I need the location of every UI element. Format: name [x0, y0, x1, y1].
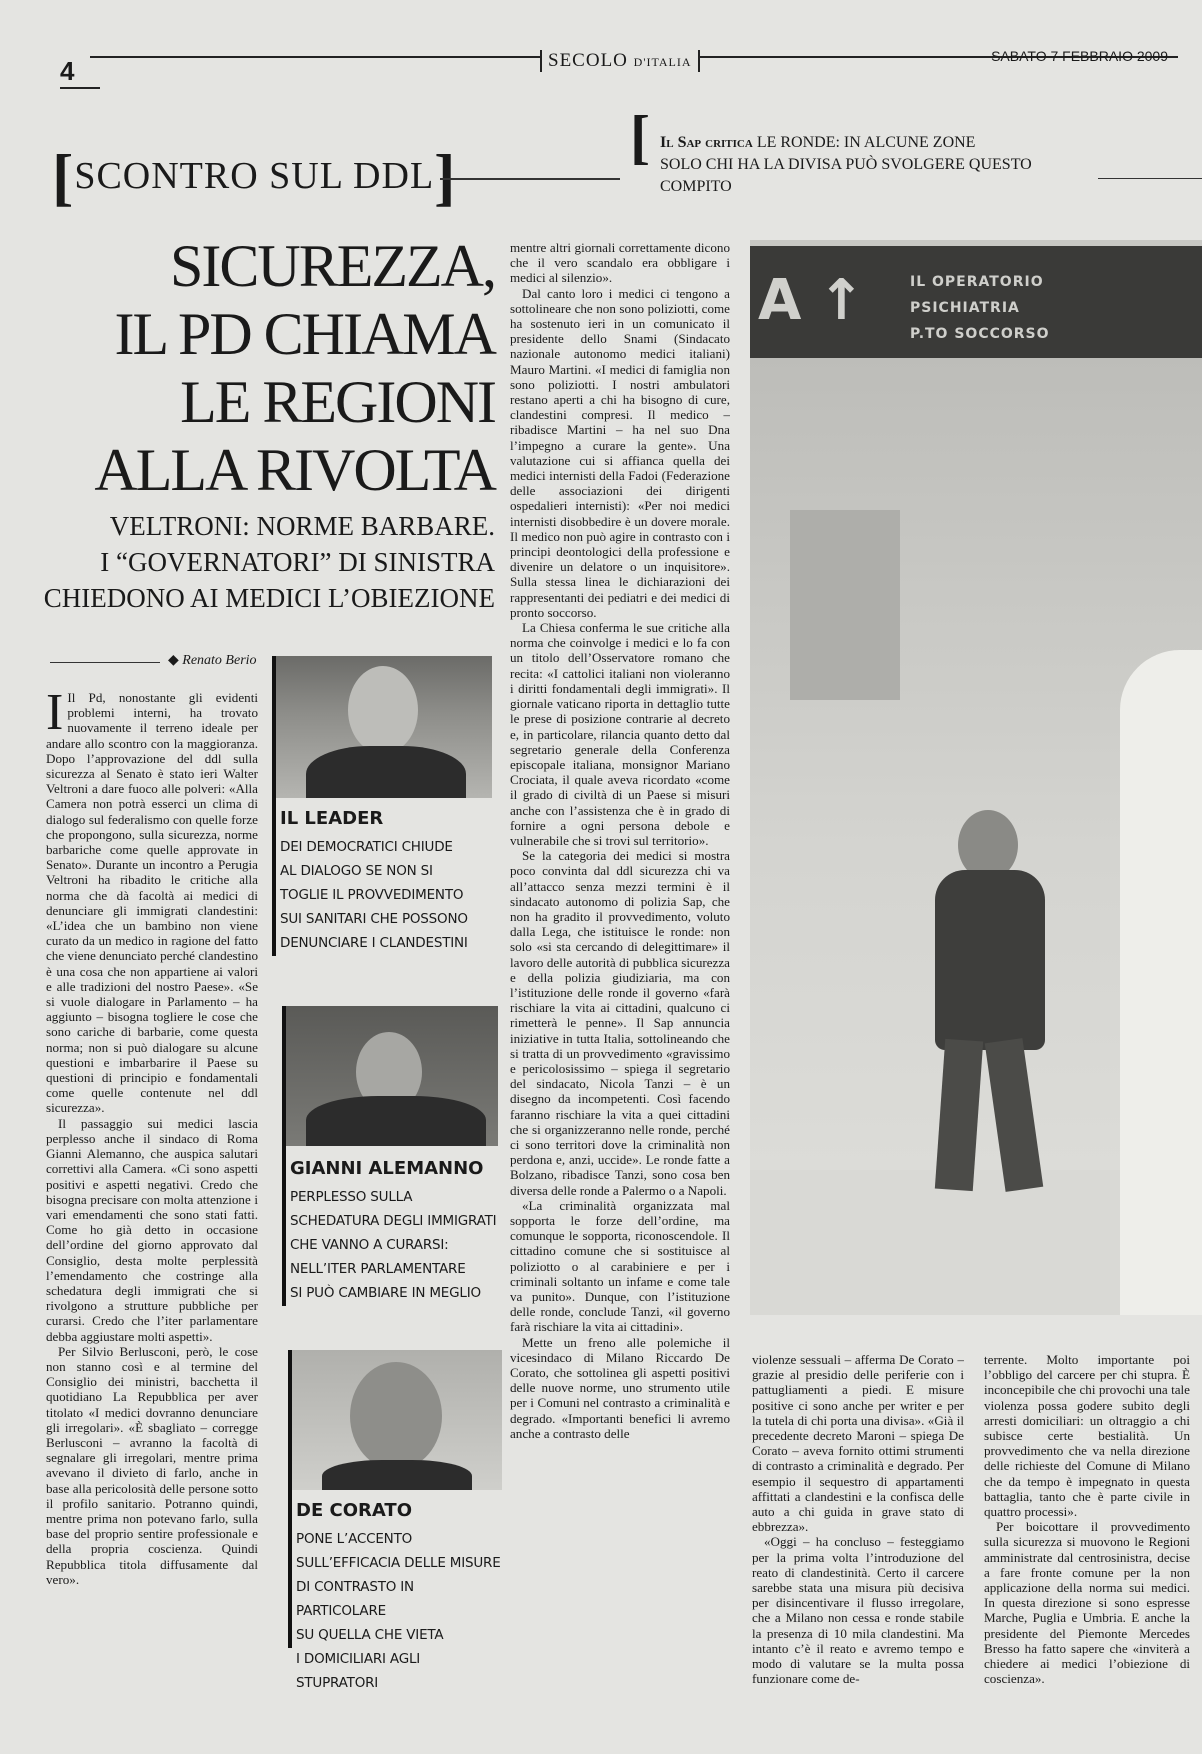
paragraph: terrente. Molto importante poi l’obbligo del carcere per chi stupra. È inconcepibile che chi provochi una tale violenza possa godere subito degli arresti domiciliari: un oltraggio a chi subisce certe bestialità. Un provvedimento che va nella direzione delle richieste del Comune di Milano che da tempo è impegnato in questa battaglia, tanto che è parte civile in quattro processi». — [984, 1352, 1190, 1520]
arrow-up-icon: ↑ — [818, 268, 865, 333]
paragraph: Il Pd, nonostante gli evidenti problemi interni, ha trovato nuovamente il terreno ideale per andare allo scontro con la maggioranza. Dopo l’approvazione del ddl sulla sicurezza al Senato è stato ieri Walter Veltroni a dare fuoco alle polveri: «Alla Camera non potrà esserci un clima di dialogo sul federalismo con quelle forze che propongono, sulla sicurezza, norme barbariche come quelle approvate in Senato». Durante un incontro a Perugia Veltroni ha ribadito le critiche alla norma che dà facoltà ai medici di denunciare gli immigrati clandestini: «L’idea che un bambino non viene curato da un medico in ragione del fatto che viene denunciato perché clandestino è una cosa che non appartiene ai valori e alle tradizioni del nostro Paese». «Se si vuole dialogare in Parlamento – ha aggiunto – bisogna togliere le cose che sono cariche di barbarie, come questa norma; non si può dialogare su alcune questioni e imbarbarire il Paese su questioni di principio e fondamentali come quelle contenute nel ddl sicurezza». — [46, 690, 258, 1116]
paragraph: «La criminalità organizzata mal sopporta le forze dell’ordine, ma comunque le sopporta, riconoscendole. Il cittadino comune che si sostituisce al poliziotto o al carabiniere e per i criminali soltanto un infame e come tale va punito». Dunque, con l’istituzione delle ronde, conclude Tanzi, «il governo farà rischiare la vita ai cittadini». — [510, 1197, 730, 1335]
subheadline — [40, 508, 495, 616]
drop-cap: I — [46, 690, 64, 741]
page-number: 4 — [60, 56, 100, 89]
sign-letter: A — [758, 268, 802, 333]
caption-line: DEI DEMOCRATICI CHIUDE — [280, 839, 453, 855]
caption-line: CHE VANNO A CURARSI: — [290, 1237, 449, 1253]
caption-line: PERPLESSO SULLA — [290, 1189, 413, 1205]
kicker-rule — [1098, 178, 1202, 179]
subhead-line: I “GOVERNATORI” DI SINISTRA — [100, 547, 495, 577]
subhead-line: VELTRONI: NORME BARBARE. — [109, 511, 495, 541]
issue-date: SABATO 7 FEBBRAIO 2009 — [991, 48, 1168, 64]
sign-line: IL OPERATORIO — [910, 274, 1044, 290]
paragraph: «Oggi – ha concluso – festeggiamo per la prima volta l’introduzione del reato di clandestinità. Certo il carcere sarebbe stata una misura più decisiva per disincentivare il flusso irregolare, che a Milano non cessa e ronde stabile la presenza di 10 mila clandestini. Ma intanto c’è il reato e avremo tempo e modo di valutare se la multa possa funzionare come de- — [752, 1534, 964, 1687]
paragraph: Dal canto loro i medici ci tengono a sottolineare che non sono poliziotti, come ha sostenuto ieri in un comunicato il presidente dello Snami (Sindacato nazionale autonomo medici italiani) Mauro Martini. «I medici di famiglia non sono poliziotti. I nostri ambulatori restano aperti a chi ha bisogno di cure, clandestini compresi. Il medico – ribadisce Martini – ha nel suo Dna l’impegno a curare la gente». Una valutazione cui si affianca quella dei medici internisti della Fadoi (Federazione delle associazioni dei dirigenti ospedalieri internisti): «Per noi medici internisti disobbedire è un dovere morale. Il medico non può agire in contrasto con i principi deontologici della professione e divenire un delatore o un inquisitore». Sulla stessa linea le dichiarazioni dei rappresentanti dei pediatri e dei medici di pronto soccorso. — [510, 285, 730, 620]
headline — [60, 232, 495, 504]
caption-line: PONE L’ACCENTO — [296, 1531, 413, 1547]
paragraph: La Chiesa conferma le sue critiche alla norma che coinvolge i medici e lo fa con un titolo dell’Osservatore romano che recita: «I cattolici italiani non violeranno i diritti fondamentali degli immigrati». Il giornale vaticano riporta in dettaglio tutte le prese di posizione contrarie al decreto e, in particolare, rilancia quanto detto dal segretario generale della Conferenza episcopale italiana, monsignor Mariano Crociata, il quale aveva ricordato «come il grado di civiltà di un Paese si misuri anche con l’assistenza che è in grado di fornire a ogni persona debole e vulnerabile che si trovi sul territorio». — [510, 620, 730, 848]
hospital-photo — [750, 240, 1202, 1315]
caption-box-leader — [272, 656, 492, 956]
newspaper-title — [540, 50, 700, 72]
section-rule — [440, 178, 620, 180]
caption-line: I DOMICILIARI AGLI STUPRATORI — [296, 1651, 421, 1691]
caption-line: TOGLIE IL PROVVEDIMENTO — [280, 887, 464, 903]
caption-line: SCHEDATURA DEGLI IMMIGRATI — [290, 1213, 497, 1229]
caption-box-de-corato — [288, 1350, 504, 1691]
byline-rule — [50, 662, 160, 663]
caption-name: IL LEADER — [280, 808, 384, 829]
caption-line: DI CONTRASTO IN PARTICOLARE — [296, 1579, 414, 1619]
kicker-line1: LE RONDE: IN ALCUNE ZONE — [756, 134, 976, 151]
paragraph: Mette un freno alle polemiche il vicesindaco di Milano Riccardo De Corato, che sottolinea gli aspetti positivi delle nuove norme, uno strumento utile per i Comuni nel contrasto a criminalità e degrado. «Importanti benefici li avremo anche a contrasto delle — [510, 1334, 730, 1441]
caption-name: DE CORATO — [296, 1500, 412, 1521]
headline-line: ALLA RIVOLTA — [94, 437, 495, 503]
caption-box-alemanno — [282, 1006, 498, 1306]
caption-line: SI PUÒ CAMBIARE IN MEGLIO — [290, 1285, 481, 1301]
caption-line: DENUNCIARE I CLANDESTINI — [280, 935, 468, 951]
headline-line: LE REGIONI — [180, 369, 495, 435]
hospital-sign — [750, 246, 1202, 358]
paragraph: violenze sessuali – afferma De Corato – grazie al presidio delle periferie con i pattugliamenti a piedi. E misure positive ci sono anche per writer e per la tutela di chi porta una divisa». «Già il precedente decreto Maroni – spiega De Corato – aveva fornito ottimi strumenti di contrasto a criminalità e degrado. Per esempio il sequestro di appartamenti affittati a clandestini e la confisca delle auto a chi guida in grave stato di ebbrezza». — [752, 1352, 964, 1535]
article-column-3 — [752, 1352, 964, 1732]
section-label: [SCONTRO SUL DDL] — [52, 141, 457, 212]
kicker: [ Il Sap critica LE RONDE: IN ALCUNE ZONE SOLO CHI HA LA DIVISA PUÒ SVOLGERE QUESTO COMPITO — [630, 104, 1032, 195]
paragraph: Per boicottare il provvedimento sulla sicurezza si muovono le Regioni amministrate dal centrosinistra, decise a fare fronte comune per la non applicazione della norma sui medici. In questa direzione si sono espresse Marche, Puglia e Umbria. E anche la presidente del Piemonte Mercedes Bresso ha fatto sapere che «inviterà a chiedere ai medici l’obiezione di coscienza». — [984, 1519, 1190, 1687]
caption-name: GIANNI ALEMANNO — [290, 1158, 484, 1179]
paragraph: mentre altri giornali correttamente dicono che il vero scandalo era obbligare i medici al silenzio». — [510, 240, 730, 286]
kicker-lead: Il Sap critica — [660, 134, 753, 151]
article-column-1 — [46, 690, 258, 1740]
article-column-4 — [984, 1352, 1190, 1732]
newspaper-title-main: SECOLO — [548, 50, 628, 71]
sign-line: PSICHIATRIA — [910, 300, 1020, 316]
subhead-line: CHIEDONO AI MEDICI L’OBIEZIONE — [43, 583, 495, 613]
article-column-2 — [510, 240, 730, 1730]
headline-line: SICUREZZA, — [170, 233, 495, 299]
paragraph: Il passaggio sui medici lascia perplesso anche il sindaco di Roma Gianni Alemanno, che auspica salutari correttivi alla Camera. «Ci sono aspetti positivi e aspetti negativi. Credo che bisogna precisare con molta attenzione i vari emendamenti che sono stati fatti. Come ho già detto in occasione dell’ordine del giorno approvato dal Consiglio, desta molte perplessità l’emendamento che costringe alla schedatura degli immigrati che si rivolgono a strutture pubbliche per curarsi. Credo che l’iter parlamentare debba aggiustare molti aspetti». — [46, 1115, 258, 1344]
kicker-line2: SOLO CHI HA LA DIVISA PUÒ SVOLGERE QUESTO COMPITO — [660, 156, 1032, 195]
masthead-bar — [50, 48, 1178, 84]
caption-line: SUI SANITARI CHE POSSONO — [280, 911, 468, 927]
section-label-text: SCONTRO SUL DDL — [74, 155, 435, 197]
paragraph: Per Silvio Berlusconi, però, le cose non stanno così e al termine del Consiglio dei ministri, bacchetta il quotidiano La Repubblica per aver titolato «I medici dovranno denunciare gli irregolari». «È sbagliato – corregge Berlusconi – avranno la facoltà di segnalare gli irregolari, mentre prima avevano il divieto di farlo, anche in base alla pericolosità delle persone sotto il profilo sanitario. Potranno quindi, mentre prima non potevano farlo, sulla base del proprio sentire professionale e della propria coscienza. Quindi Repubblica titola diffusamente dal vero». — [46, 1343, 258, 1587]
caption-line: AL DIALOGO SE NON SI — [280, 863, 433, 879]
caption-line: NELL’ITER PARLAMENTARE — [290, 1261, 466, 1277]
byline: ◆ Renato Berio — [168, 653, 257, 668]
byline-author: Renato Berio — [182, 653, 257, 668]
caption-line: SU QUELLA CHE VIETA — [296, 1627, 444, 1643]
paragraph: Se la categoria dei medici si mostra poco convinta dal ddl sicurezza chi va all’attacco senza mezzi termini è il sindacato autonomo di polizia Sap, che non ha gradito il provvedimento, voluto dalla Lega, che istituisce le ronde: non solo «si sta cercando di delegittimare» il lavoro delle autorità di pubblica sicurezza e della polizia giudiziaria, ma con l’istituzione delle ronde il governo «farà rischiare la vita ai cittadini, qualcuno ci rimetterà le penne». Il Sap annuncia iniziative in tutta Italia, sottolineando che si tratta di un provvedimento «gravissimo e pericolosissimo – spiega il segretario del sindacato, Nicola Tanzi – è un disegno da incompetenti. Così facendo faranno rischiare la vita a quei cittadini che si organizzeranno nelle ronde, perché ci sono territori dove la criminalità non perdona e, anzi, uccide». Le ronde fatte a Bolzano, ribadisce Tanzi, sono cosa ben diversa delle ronde a Palermo o a Napoli. — [510, 848, 730, 1198]
caption-line: SULL’EFFICACIA DELLE MISURE — [296, 1555, 501, 1571]
newspaper-title-small: D'ITALIA — [633, 55, 692, 69]
sign-line: P.TO SOCCORSO — [910, 326, 1050, 342]
headline-line: IL PD CHIAMA — [114, 301, 495, 367]
